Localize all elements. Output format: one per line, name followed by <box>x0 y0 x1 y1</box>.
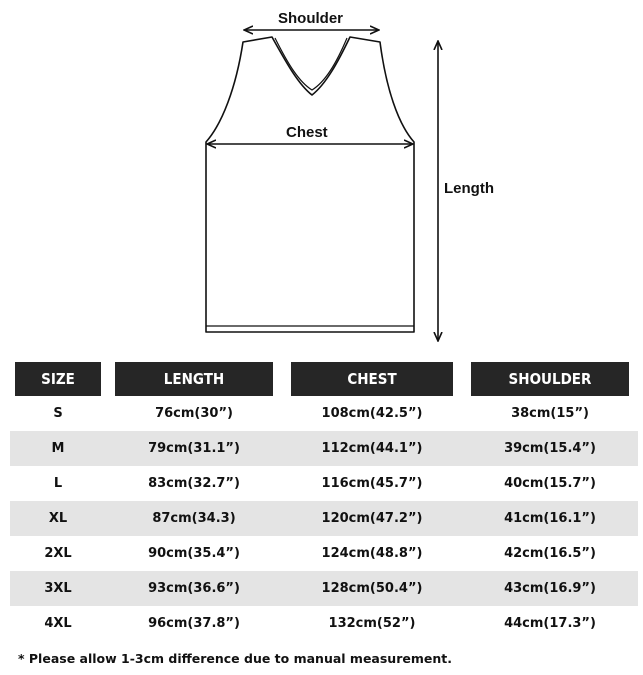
cell-size: 2XL <box>10 536 106 571</box>
cell-size: S <box>10 396 106 431</box>
cell-length: 83cm(32.7”) <box>106 466 282 501</box>
chest-label: Chest <box>286 124 328 141</box>
cell-size: 3XL <box>10 571 106 606</box>
cell-chest: 128cm(50.4”) <box>282 571 462 606</box>
cell-size: M <box>10 431 106 466</box>
length-label: Length <box>444 180 494 197</box>
cell-size: L <box>10 466 106 501</box>
header-shoulder: SHOULDER <box>471 362 629 396</box>
cell-length: 96cm(37.8”) <box>106 606 282 641</box>
cell-shoulder: 41cm(16.1”) <box>462 501 638 536</box>
table-header-row <box>10 362 638 396</box>
cell-shoulder: 40cm(15.7”) <box>462 466 638 501</box>
cell-shoulder: 42cm(16.5”) <box>462 536 638 571</box>
cell-chest: 120cm(47.2”) <box>282 501 462 536</box>
table-row <box>10 396 638 431</box>
header-size: SIZE <box>15 362 101 396</box>
cell-length: 93cm(36.6”) <box>106 571 282 606</box>
table-row <box>10 466 638 501</box>
cell-chest: 116cm(45.7”) <box>282 466 462 501</box>
shoulder-label: Shoulder <box>278 10 344 27</box>
size-chart-table <box>10 362 638 641</box>
table-row <box>10 431 638 466</box>
cell-length: 87cm(34.3) <box>106 501 282 536</box>
cell-length: 90cm(35.4”) <box>106 536 282 571</box>
cell-chest: 112cm(44.1”) <box>282 431 462 466</box>
cell-chest: 108cm(42.5”) <box>282 396 462 431</box>
tank-top-outline <box>206 37 414 332</box>
cell-shoulder: 44cm(17.3”) <box>462 606 638 641</box>
cell-length: 76cm(30”) <box>106 396 282 431</box>
cell-shoulder: 38cm(15”) <box>462 396 638 431</box>
cell-shoulder: 39cm(15.4”) <box>462 431 638 466</box>
cell-size: 4XL <box>10 606 106 641</box>
cell-shoulder: 43cm(16.9”) <box>462 571 638 606</box>
table-row <box>10 606 638 641</box>
header-chest: CHEST <box>291 362 453 396</box>
table-row <box>10 501 638 536</box>
cell-chest: 132cm(52”) <box>282 606 462 641</box>
table-row <box>10 571 638 606</box>
cell-length: 79cm(31.1”) <box>106 431 282 466</box>
header-length: LENGTH <box>115 362 273 396</box>
table-row <box>10 536 638 571</box>
measurement-footnote: * Please allow 1-3cm difference due to manual measurement. <box>18 651 452 666</box>
cell-chest: 124cm(48.8”) <box>282 536 462 571</box>
cell-size: XL <box>10 501 106 536</box>
